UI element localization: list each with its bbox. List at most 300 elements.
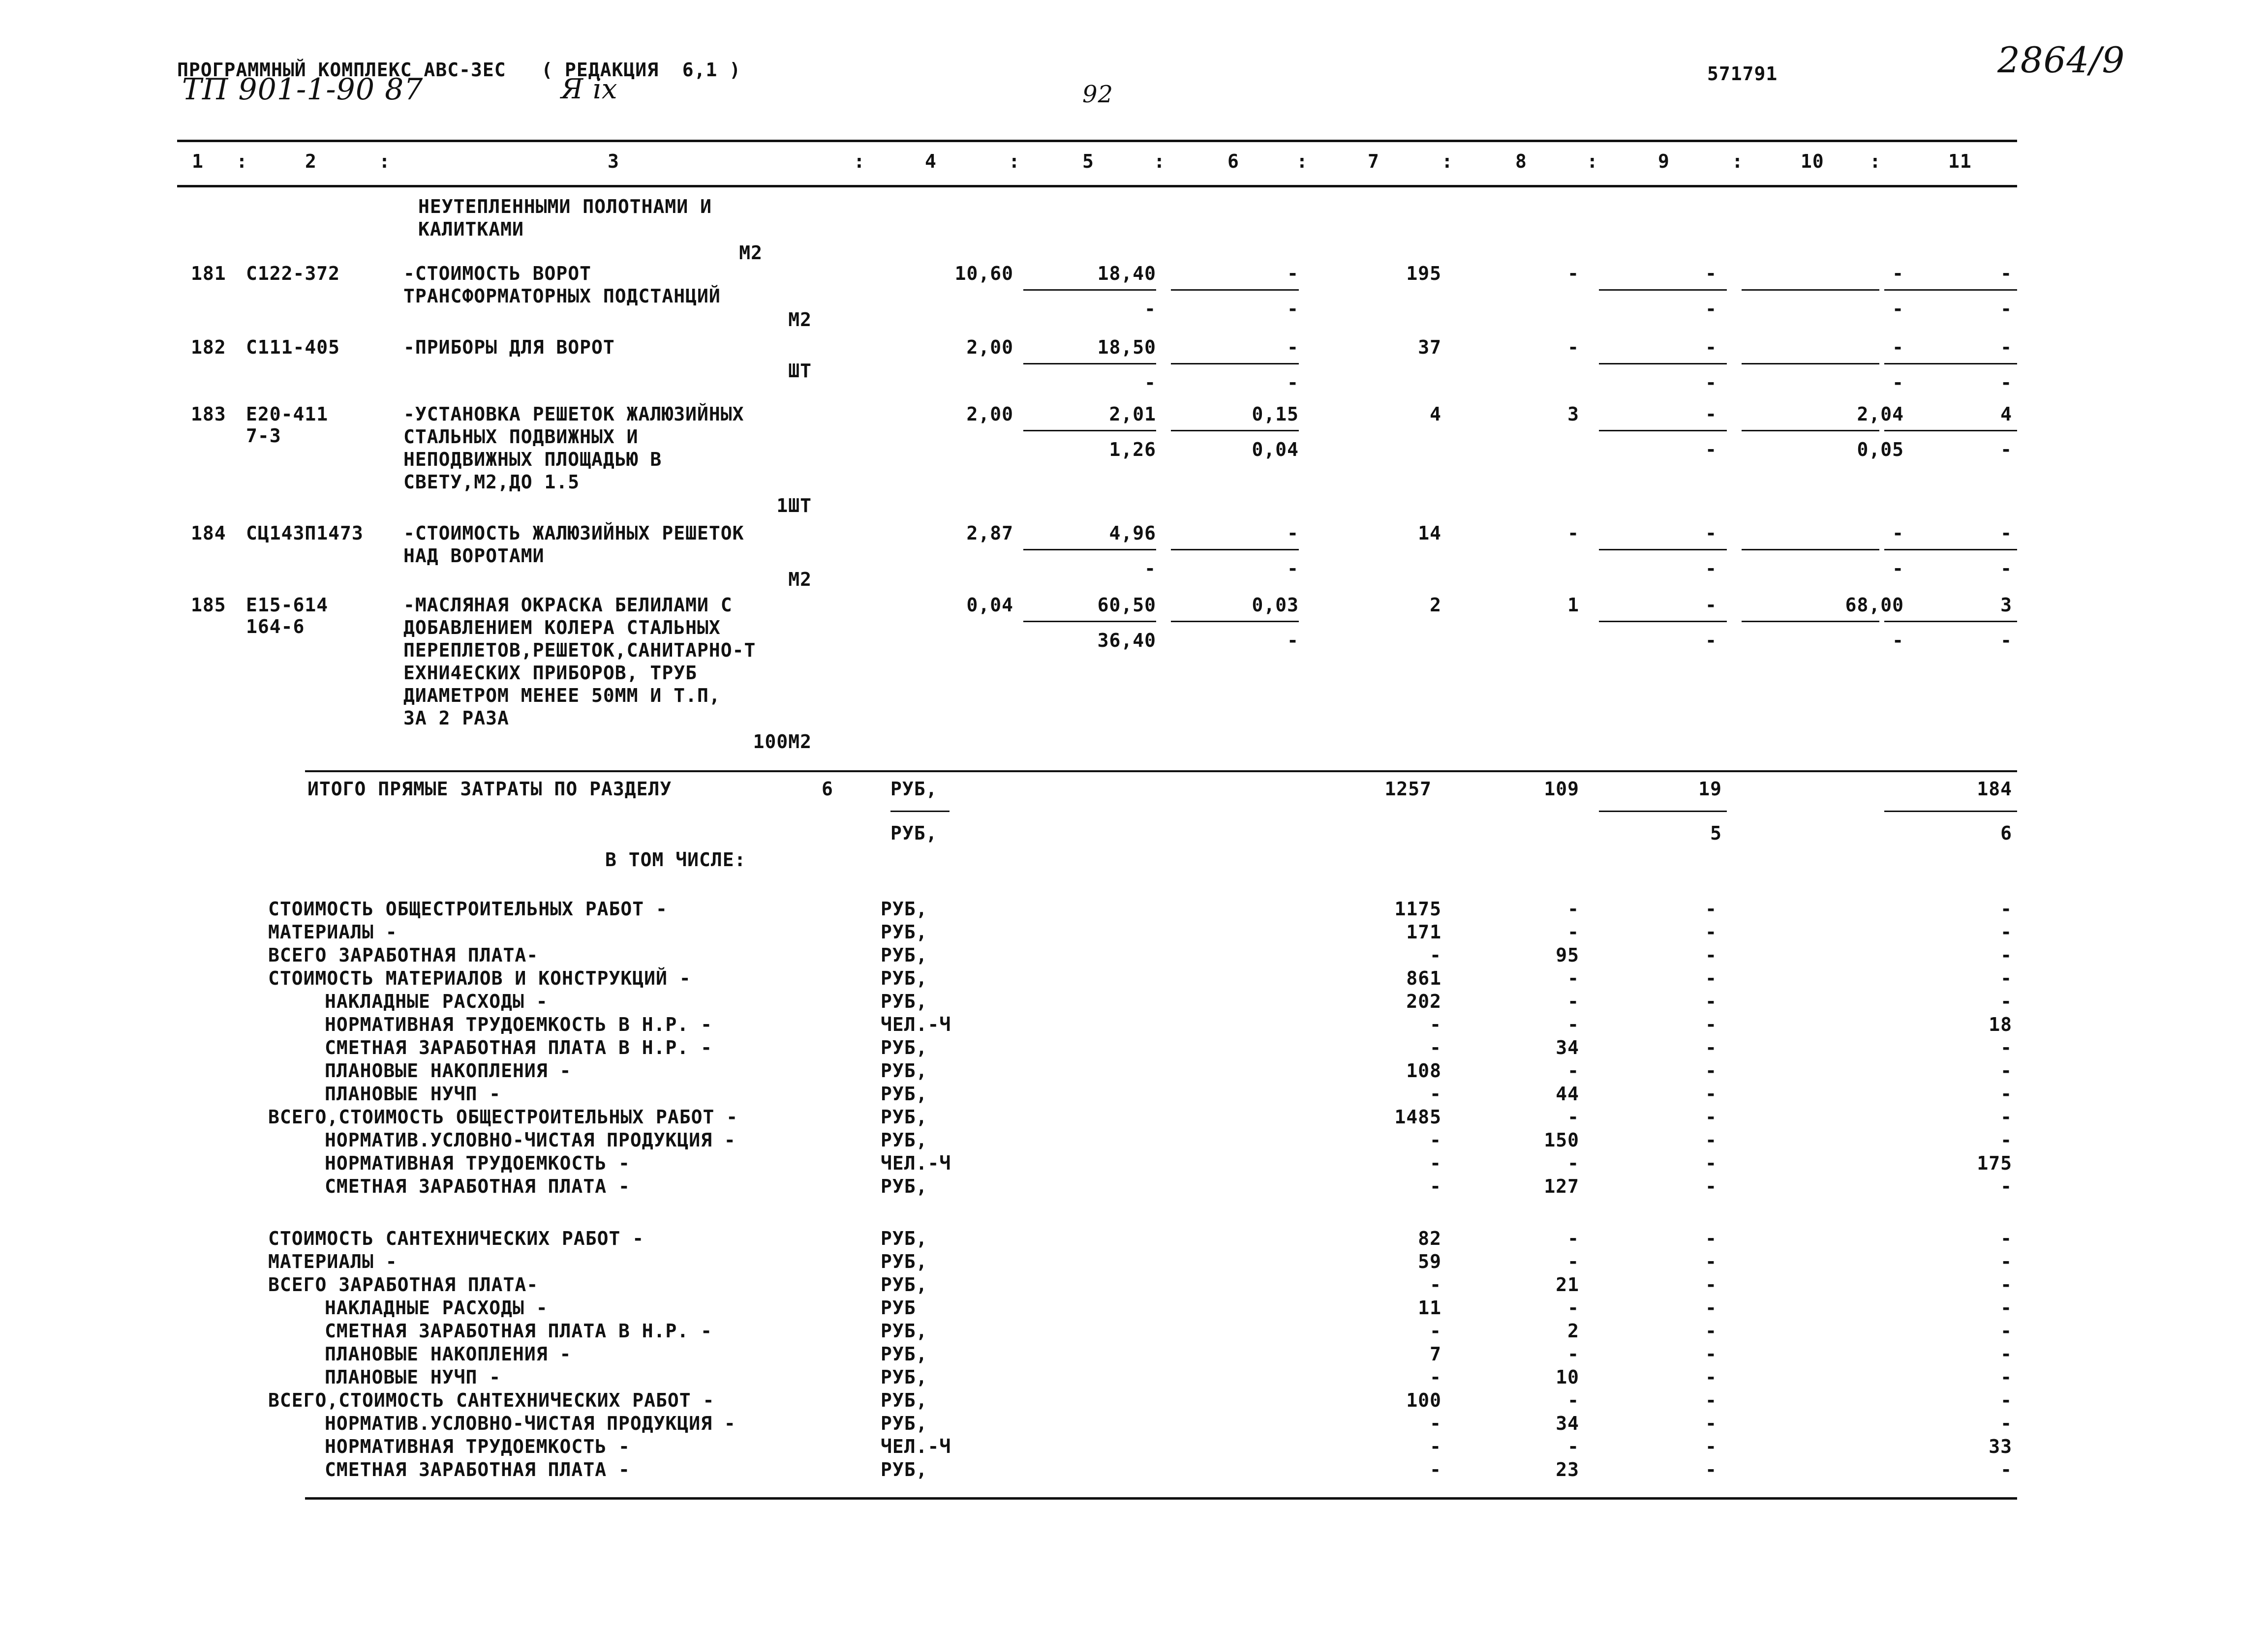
summary-c8: - xyxy=(1567,1228,1579,1249)
row-c4: 2,00 xyxy=(966,336,1013,358)
summary-c7: - xyxy=(1430,1037,1441,1058)
row-description-line: ДИАМЕТРОМ МЕНЕЕ 50ММ И Т.П, xyxy=(403,685,721,706)
row-c11: 3 xyxy=(2000,594,2012,616)
column-number: 11 xyxy=(1948,151,1972,172)
summary-unit: РУБ, xyxy=(881,1343,928,1365)
summary-c11: - xyxy=(2000,1083,2012,1105)
summary-c9: - xyxy=(1705,1228,1717,1249)
header-rule-bottom xyxy=(177,185,2017,187)
row-c8: 3 xyxy=(1567,403,1579,425)
document-code: 571791 xyxy=(1707,63,1778,85)
summary-label: СТОИМОСТЬ МАТЕРИАЛОВ И КОНСТРУКЦИЙ - xyxy=(268,967,691,989)
row-sub-c6: - xyxy=(1287,372,1299,393)
column-number: 5 xyxy=(1082,151,1094,172)
summary-c8: - xyxy=(1567,1389,1579,1411)
summary-unit: РУБ, xyxy=(881,921,928,943)
summary-c11: - xyxy=(2000,898,2012,920)
summary-unit: РУБ, xyxy=(881,1251,928,1272)
row-c11-rule xyxy=(1884,289,2017,291)
summary-c9: - xyxy=(1705,1106,1717,1128)
summary-unit: РУБ, xyxy=(881,1413,928,1434)
summary-c7: 7 xyxy=(1430,1343,1441,1365)
summary-label: СМЕТНАЯ ЗАРАБОТНАЯ ПЛАТА - xyxy=(325,1459,630,1480)
column-number: 1 xyxy=(192,151,204,172)
row-sub-c6: - xyxy=(1287,558,1299,579)
summary-c8: - xyxy=(1567,1251,1579,1272)
row-c6-rule xyxy=(1171,430,1299,431)
row-c6-rule xyxy=(1171,289,1299,291)
summary-label: МАТЕРИАЛЫ - xyxy=(268,921,398,943)
summary-c9: - xyxy=(1705,1274,1717,1296)
total-c8: 109 xyxy=(1544,778,1579,800)
row-c5-rule xyxy=(1023,363,1156,364)
summary-c8: 95 xyxy=(1556,944,1579,966)
summary-unit: РУБ xyxy=(881,1297,916,1319)
row-code: Е20-411 xyxy=(246,403,329,425)
summary-c11: - xyxy=(2000,1060,2012,1082)
row-unit: ШТ xyxy=(788,360,812,382)
row-sub-c11: - xyxy=(2000,298,2012,320)
summary-c11: - xyxy=(2000,1228,2012,1249)
row-c9-rule xyxy=(1599,363,1727,364)
total-unit-rule xyxy=(890,811,950,812)
summary-c9: - xyxy=(1705,991,1717,1012)
summary-c7: - xyxy=(1430,1014,1441,1035)
summary-label: СМЕТНАЯ ЗАРАБОТНАЯ ПЛАТА В Н.Р. - xyxy=(325,1037,712,1058)
row-sub-c5: - xyxy=(1144,372,1156,393)
row-description-line: -СТОИМОСТЬ ВОРОТ xyxy=(403,263,592,284)
summary-label: НАКЛАДНЫЕ РАСХОДЫ - xyxy=(325,991,548,1012)
summary-c7: - xyxy=(1430,1459,1441,1480)
row-c5: 18,50 xyxy=(1097,336,1156,358)
row-c7: 4 xyxy=(1430,403,1441,425)
row-c10: - xyxy=(1892,336,1904,358)
summary-c7: 82 xyxy=(1418,1228,1441,1249)
row-sub-c11: - xyxy=(2000,630,2012,651)
summary-c9: - xyxy=(1705,1459,1717,1480)
row-sub-c9: - xyxy=(1705,372,1717,393)
summary-c7: 1175 xyxy=(1394,898,1441,920)
column-number: : xyxy=(379,151,391,172)
row-c8: - xyxy=(1567,263,1579,284)
total-unit-2: РУБ, xyxy=(890,822,938,844)
row-description-line: СТАЛЬНЫХ ПОДВИЖНЫХ И xyxy=(403,426,639,448)
summary-c8: 44 xyxy=(1556,1083,1579,1105)
summary-c7: - xyxy=(1430,1320,1441,1342)
summary-c9: - xyxy=(1705,898,1717,920)
page-bottom-rule xyxy=(305,1497,2017,1500)
row-c11: - xyxy=(2000,263,2012,284)
summary-c9: - xyxy=(1705,1037,1717,1058)
summary-label: ПЛАНОВЫЕ НУЧП - xyxy=(325,1083,501,1105)
row-c4: 2,87 xyxy=(966,522,1013,544)
row-sub-c9: - xyxy=(1705,298,1717,320)
row-description-line: НАД ВОРОТАМИ xyxy=(403,545,545,567)
row-sub-c5: - xyxy=(1144,298,1156,320)
summary-c8: 127 xyxy=(1544,1176,1579,1197)
row-c8: - xyxy=(1567,522,1579,544)
row-c4: 0,04 xyxy=(966,594,1013,616)
row-c9-rule xyxy=(1599,549,1727,550)
total-c9-b: 5 xyxy=(1710,822,1722,844)
row-unit: М2 xyxy=(788,309,812,331)
summary-unit: РУБ, xyxy=(881,1060,928,1082)
summary-c7: - xyxy=(1430,1129,1441,1151)
summary-c9: - xyxy=(1705,1060,1717,1082)
sheet-number: 2864/9 xyxy=(1997,39,2125,81)
summary-c11: - xyxy=(2000,1251,2012,1272)
summary-c9: - xyxy=(1705,967,1717,989)
row-c5: 60,50 xyxy=(1097,594,1156,616)
row-description-line: -УСТАНОВКА РЕШЕТОК ЖАЛЮЗИЙНЫХ xyxy=(403,403,744,425)
summary-c11: - xyxy=(2000,1389,2012,1411)
total-c9: 19 xyxy=(1698,778,1722,800)
row-number: 182 xyxy=(191,336,226,358)
summary-c8: 34 xyxy=(1556,1037,1579,1058)
summary-label: ВСЕГО ЗАРАБОТНАЯ ПЛАТА- xyxy=(268,944,539,966)
summary-label: СМЕТНАЯ ЗАРАБОТНАЯ ПЛАТА В Н.Р. - xyxy=(325,1320,712,1342)
row-c10-rule xyxy=(1742,289,1879,291)
summary-c9: - xyxy=(1705,1152,1717,1174)
row-c11: - xyxy=(2000,522,2012,544)
summary-c8: - xyxy=(1567,898,1579,920)
row-description-line: ЗА 2 РАЗА xyxy=(403,707,509,729)
row-number: 185 xyxy=(191,594,226,616)
summary-c9: - xyxy=(1705,1343,1717,1365)
row-c5-rule xyxy=(1023,430,1156,431)
summary-c11: - xyxy=(2000,1297,2012,1319)
summary-c11: 18 xyxy=(1989,1014,2012,1035)
row-sub-c11: - xyxy=(2000,558,2012,579)
row-c5: 18,40 xyxy=(1097,263,1156,284)
row-c9: - xyxy=(1705,594,1717,616)
summary-c7: - xyxy=(1430,1274,1441,1296)
summary-unit: РУБ, xyxy=(881,1176,928,1197)
total-label: ИТОГО ПРЯМЫЕ ЗАТРАТЫ ПО РАЗДЕЛУ xyxy=(307,778,672,800)
row-c5-rule xyxy=(1023,289,1156,291)
total-c9-rule xyxy=(1599,811,1727,812)
summary-unit: РУБ, xyxy=(881,1389,928,1411)
continuation-line-1: НЕУТЕПЛЕННЫМИ ПОЛОТНАМИ И xyxy=(418,196,712,217)
row-c6: - xyxy=(1287,336,1299,358)
summary-c11: - xyxy=(2000,1176,2012,1197)
summary-c8: - xyxy=(1567,1436,1579,1457)
summary-c7: 171 xyxy=(1406,921,1441,943)
row-c4: 10,60 xyxy=(954,263,1013,284)
summary-c8: 34 xyxy=(1556,1413,1579,1434)
row-sub-c5: 36,40 xyxy=(1097,630,1156,651)
row-c9: - xyxy=(1705,336,1717,358)
total-c7: 1257 xyxy=(1384,778,1432,800)
row-code: С111-405 xyxy=(246,336,340,358)
summary-label: НАКЛАДНЫЕ РАСХОДЫ - xyxy=(325,1297,548,1319)
row-c7: 2 xyxy=(1430,594,1441,616)
row-sub-c10: 0,05 xyxy=(1857,439,1904,460)
project-code: ТП 901-1-90 87 xyxy=(182,72,424,107)
summary-c8: - xyxy=(1567,1343,1579,1365)
column-number: : xyxy=(1732,151,1744,172)
summary-label: СМЕТНАЯ ЗАРАБОТНАЯ ПЛАТА - xyxy=(325,1176,630,1197)
row-sub-c6: - xyxy=(1287,630,1299,651)
summary-c7: 100 xyxy=(1406,1389,1441,1411)
row-c10-rule xyxy=(1742,430,1879,431)
summary-unit: РУБ, xyxy=(881,1129,928,1151)
row-c10: - xyxy=(1892,522,1904,544)
row-sub-c11: - xyxy=(2000,439,2012,460)
summary-c8: - xyxy=(1567,967,1579,989)
column-number: : xyxy=(854,151,865,172)
row-unit: 1ШТ xyxy=(776,495,812,516)
row-c9: - xyxy=(1705,522,1717,544)
summary-c9: - xyxy=(1705,1320,1717,1342)
summary-unit: РУБ, xyxy=(881,1228,928,1249)
row-description-line: ТРАНСФОРМАТОРНЫХ ПОДСТАНЦИЙ xyxy=(403,285,721,307)
including-label: В ТОМ ЧИСЛЕ: xyxy=(605,849,746,871)
header-rule-top xyxy=(177,140,2017,142)
summary-c11: - xyxy=(2000,967,2012,989)
summary-c9: - xyxy=(1705,1129,1717,1151)
row-c10: 68,00 xyxy=(1845,594,1904,616)
column-number: : xyxy=(1154,151,1165,172)
summary-c11: - xyxy=(2000,1274,2012,1296)
row-c7: 14 xyxy=(1418,522,1441,544)
summary-c11: - xyxy=(2000,921,2012,943)
summary-c8: - xyxy=(1567,1014,1579,1035)
summary-unit: ЧЕЛ.-Ч xyxy=(881,1152,951,1174)
row-code-extra: 164-6 xyxy=(246,616,305,637)
row-description-line: ПЕРЕПЛЕТОВ,РЕШЕТОК,САНИТАРНО-Т xyxy=(403,639,756,661)
row-c6-rule xyxy=(1171,621,1299,622)
program-header: ПРОГРАММНЫЙ КОМПЛЕКС АВС-3ЕС ( РЕДАКЦИЯ 6,1 ) xyxy=(177,59,741,81)
summary-c8: 21 xyxy=(1556,1274,1579,1296)
summary-unit: РУБ, xyxy=(881,1320,928,1342)
summary-c8: 10 xyxy=(1556,1366,1579,1388)
row-sub-c10: - xyxy=(1892,298,1904,320)
summary-label: СТОИМОСТЬ ОБЩЕСТРОИТЕЛЬНЫХ РАБОТ - xyxy=(268,898,668,920)
summary-c7: - xyxy=(1430,1366,1441,1388)
summary-c11: - xyxy=(2000,1037,2012,1058)
summary-c9: - xyxy=(1705,944,1717,966)
row-c11: 4 xyxy=(2000,403,2012,425)
summary-c8: - xyxy=(1567,1060,1579,1082)
row-unit: М2 xyxy=(788,569,812,590)
total-unit: РУБ, xyxy=(890,778,938,800)
summary-c9: - xyxy=(1705,1014,1717,1035)
total-c11-rule xyxy=(1884,811,2017,812)
column-number: 7 xyxy=(1368,151,1379,172)
row-sub-c6: - xyxy=(1287,298,1299,320)
summary-c7: 861 xyxy=(1406,967,1441,989)
summary-unit: РУБ, xyxy=(881,1366,928,1388)
summary-c7: 202 xyxy=(1406,991,1441,1012)
summary-unit: РУБ, xyxy=(881,1459,928,1480)
row-number: 183 xyxy=(191,403,226,425)
total-c11: 184 xyxy=(1977,778,2012,800)
row-c5-rule xyxy=(1023,549,1156,550)
summary-label: НОРМАТИВНАЯ ТРУДОЕМКОСТЬ - xyxy=(325,1152,630,1174)
row-sub-c5: - xyxy=(1144,558,1156,579)
row-c6: - xyxy=(1287,263,1299,284)
summary-c11: - xyxy=(2000,1129,2012,1151)
row-c10: 2,04 xyxy=(1857,403,1904,425)
summary-label: ВСЕГО,СТОИМОСТЬ ОБЩЕСТРОИТЕЛЬНЫХ РАБОТ - xyxy=(268,1106,738,1128)
column-number: 8 xyxy=(1515,151,1527,172)
row-c5-rule xyxy=(1023,621,1156,622)
row-c9-rule xyxy=(1599,430,1727,431)
summary-c9: - xyxy=(1705,1297,1717,1319)
summary-unit: РУБ, xyxy=(881,1274,928,1296)
row-c6: 0,03 xyxy=(1252,594,1299,616)
summary-c7: - xyxy=(1430,1083,1441,1105)
summary-c9: - xyxy=(1705,1176,1717,1197)
summary-label: НОРМАТИВНАЯ ТРУДОЕМКОСТЬ В Н.Р. - xyxy=(325,1014,712,1035)
summary-unit: РУБ, xyxy=(881,1083,928,1105)
column-number: : xyxy=(1870,151,1881,172)
row-c8: - xyxy=(1567,336,1579,358)
summary-label: ПЛАНОВЫЕ НАКОПЛЕНИЯ - xyxy=(325,1343,572,1365)
summary-c8: 150 xyxy=(1544,1129,1579,1151)
column-number: 10 xyxy=(1801,151,1824,172)
summary-c9: - xyxy=(1705,1413,1717,1434)
row-sub-c9: - xyxy=(1705,630,1717,651)
summary-c11: 33 xyxy=(1989,1436,2012,1457)
summary-c8: - xyxy=(1567,1297,1579,1319)
row-c4: 2,00 xyxy=(966,403,1013,425)
handwritten-mark: Я ⅸ xyxy=(561,73,618,105)
summary-label: ВСЕГО,СТОИМОСТЬ САНТЕХНИЧЕСКИХ РАБОТ - xyxy=(268,1389,715,1411)
row-c8: 1 xyxy=(1567,594,1579,616)
summary-unit: РУБ, xyxy=(881,991,928,1012)
column-number: 9 xyxy=(1658,151,1670,172)
column-number: : xyxy=(1009,151,1020,172)
row-code: С122-372 xyxy=(246,263,340,284)
row-description-line: ДОБАВЛЕНИЕМ КОЛЕРА СТАЛЬНЫХ xyxy=(403,617,721,638)
summary-label: МАТЕРИАЛЫ - xyxy=(268,1251,398,1272)
row-c5: 4,96 xyxy=(1109,522,1156,544)
row-c9: - xyxy=(1705,263,1717,284)
row-code: СЦ143П1473 xyxy=(246,522,364,544)
summary-c8: - xyxy=(1567,1152,1579,1174)
column-number: 6 xyxy=(1227,151,1239,172)
column-number: 4 xyxy=(925,151,937,172)
summary-label: ПЛАНОВЫЕ НУЧП - xyxy=(325,1366,501,1388)
row-unit: 100М2 xyxy=(753,731,812,753)
summary-unit: РУБ, xyxy=(881,898,928,920)
summary-label: НОРМАТИВНАЯ ТРУДОЕМКОСТЬ - xyxy=(325,1436,630,1457)
summary-unit: РУБ, xyxy=(881,1037,928,1058)
row-code: Е15-614 xyxy=(246,594,329,616)
row-sub-c11: - xyxy=(2000,372,2012,393)
summary-c8: 23 xyxy=(1556,1459,1579,1480)
summary-c7: 11 xyxy=(1418,1297,1441,1319)
summary-unit: ЧЕЛ.-Ч xyxy=(881,1436,951,1457)
column-number: 2 xyxy=(305,151,317,172)
summary-c8: - xyxy=(1567,1106,1579,1128)
total-c11-b: 6 xyxy=(2000,822,2012,844)
row-number: 184 xyxy=(191,522,226,544)
summary-c11: 175 xyxy=(1977,1152,2012,1174)
summary-c11: - xyxy=(2000,1413,2012,1434)
summary-c11: - xyxy=(2000,944,2012,966)
row-c9: - xyxy=(1705,403,1717,425)
row-description-line: -МАСЛЯНАЯ ОКРАСКА БЕЛИЛАМИ С xyxy=(403,594,733,616)
summary-label: НОРМАТИВ.УСЛОВНО-ЧИСТАЯ ПРОДУКЦИЯ - xyxy=(325,1413,736,1434)
row-description-line: -ПРИБОРЫ ДЛЯ ВОРОТ xyxy=(403,336,615,358)
summary-c9: - xyxy=(1705,1366,1717,1388)
summary-c8: 2 xyxy=(1567,1320,1579,1342)
row-c7: 37 xyxy=(1418,336,1441,358)
row-sub-c10: - xyxy=(1892,558,1904,579)
summary-c7: - xyxy=(1430,1436,1441,1457)
summary-unit: РУБ, xyxy=(881,1106,928,1128)
row-c7: 195 xyxy=(1406,263,1441,284)
summary-c9: - xyxy=(1705,1436,1717,1457)
summary-c8: - xyxy=(1567,921,1579,943)
summary-c9: - xyxy=(1705,1389,1717,1411)
page-number: 92 xyxy=(1082,81,1114,108)
column-number: : xyxy=(1587,151,1598,172)
summary-c11: - xyxy=(2000,1320,2012,1342)
column-number: : xyxy=(1296,151,1308,172)
row-sub-c5: 1,26 xyxy=(1109,439,1156,460)
row-c11-rule xyxy=(1884,621,2017,622)
summary-c7: 1485 xyxy=(1394,1106,1441,1128)
row-description-line: ЕХНИ4ЕСКИХ ПРИБОРОВ, ТРУБ xyxy=(403,662,697,684)
row-description-line: -СТОИМОСТЬ ЖАЛЮЗИЙНЫХ РЕШЕТОК xyxy=(403,522,744,544)
summary-unit: РУБ, xyxy=(881,967,928,989)
continuation-unit: М2 xyxy=(739,242,763,264)
row-sub-c10: - xyxy=(1892,372,1904,393)
row-c6: 0,15 xyxy=(1252,403,1299,425)
row-c6: - xyxy=(1287,522,1299,544)
row-c10: - xyxy=(1892,263,1904,284)
summary-label: ПЛАНОВЫЕ НАКОПЛЕНИЯ - xyxy=(325,1060,572,1082)
row-description-line: СВЕТУ,М2,ДО 1.5 xyxy=(403,471,580,493)
row-c11-rule xyxy=(1884,549,2017,550)
row-sub-c10: - xyxy=(1892,630,1904,651)
row-c10-rule xyxy=(1742,363,1879,364)
summary-c11: - xyxy=(2000,1343,2012,1365)
summary-c9: - xyxy=(1705,1251,1717,1272)
row-c10-rule xyxy=(1742,621,1879,622)
summary-c7: - xyxy=(1430,1413,1441,1434)
summary-c7: - xyxy=(1430,1152,1441,1174)
total-rule-top xyxy=(305,770,2017,772)
summary-c11: - xyxy=(2000,1106,2012,1128)
row-c9-rule xyxy=(1599,621,1727,622)
row-code-extra: 7-3 xyxy=(246,425,281,447)
row-c5: 2,01 xyxy=(1109,403,1156,425)
continuation-line-2: КАЛИТКАМИ xyxy=(418,218,524,240)
row-c6-rule xyxy=(1171,549,1299,550)
row-sub-c6: 0,04 xyxy=(1252,439,1299,460)
column-number: : xyxy=(236,151,248,172)
row-c11-rule xyxy=(1884,430,2017,431)
row-sub-c9: - xyxy=(1705,558,1717,579)
summary-c7: - xyxy=(1430,1176,1441,1197)
row-c6-rule xyxy=(1171,363,1299,364)
summary-label: СТОИМОСТЬ САНТЕХНИЧЕСКИХ РАБОТ - xyxy=(268,1228,644,1249)
summary-unit: РУБ, xyxy=(881,944,928,966)
row-number: 181 xyxy=(191,263,226,284)
summary-c7: 59 xyxy=(1418,1251,1441,1272)
summary-unit: ЧЕЛ.-Ч xyxy=(881,1014,951,1035)
summary-label: НОРМАТИВ.УСЛОВНО-ЧИСТАЯ ПРОДУКЦИЯ - xyxy=(325,1129,736,1151)
summary-c9: - xyxy=(1705,921,1717,943)
column-number: 3 xyxy=(608,151,619,172)
row-sub-c9: - xyxy=(1705,439,1717,460)
total-section: 6 xyxy=(822,778,833,800)
